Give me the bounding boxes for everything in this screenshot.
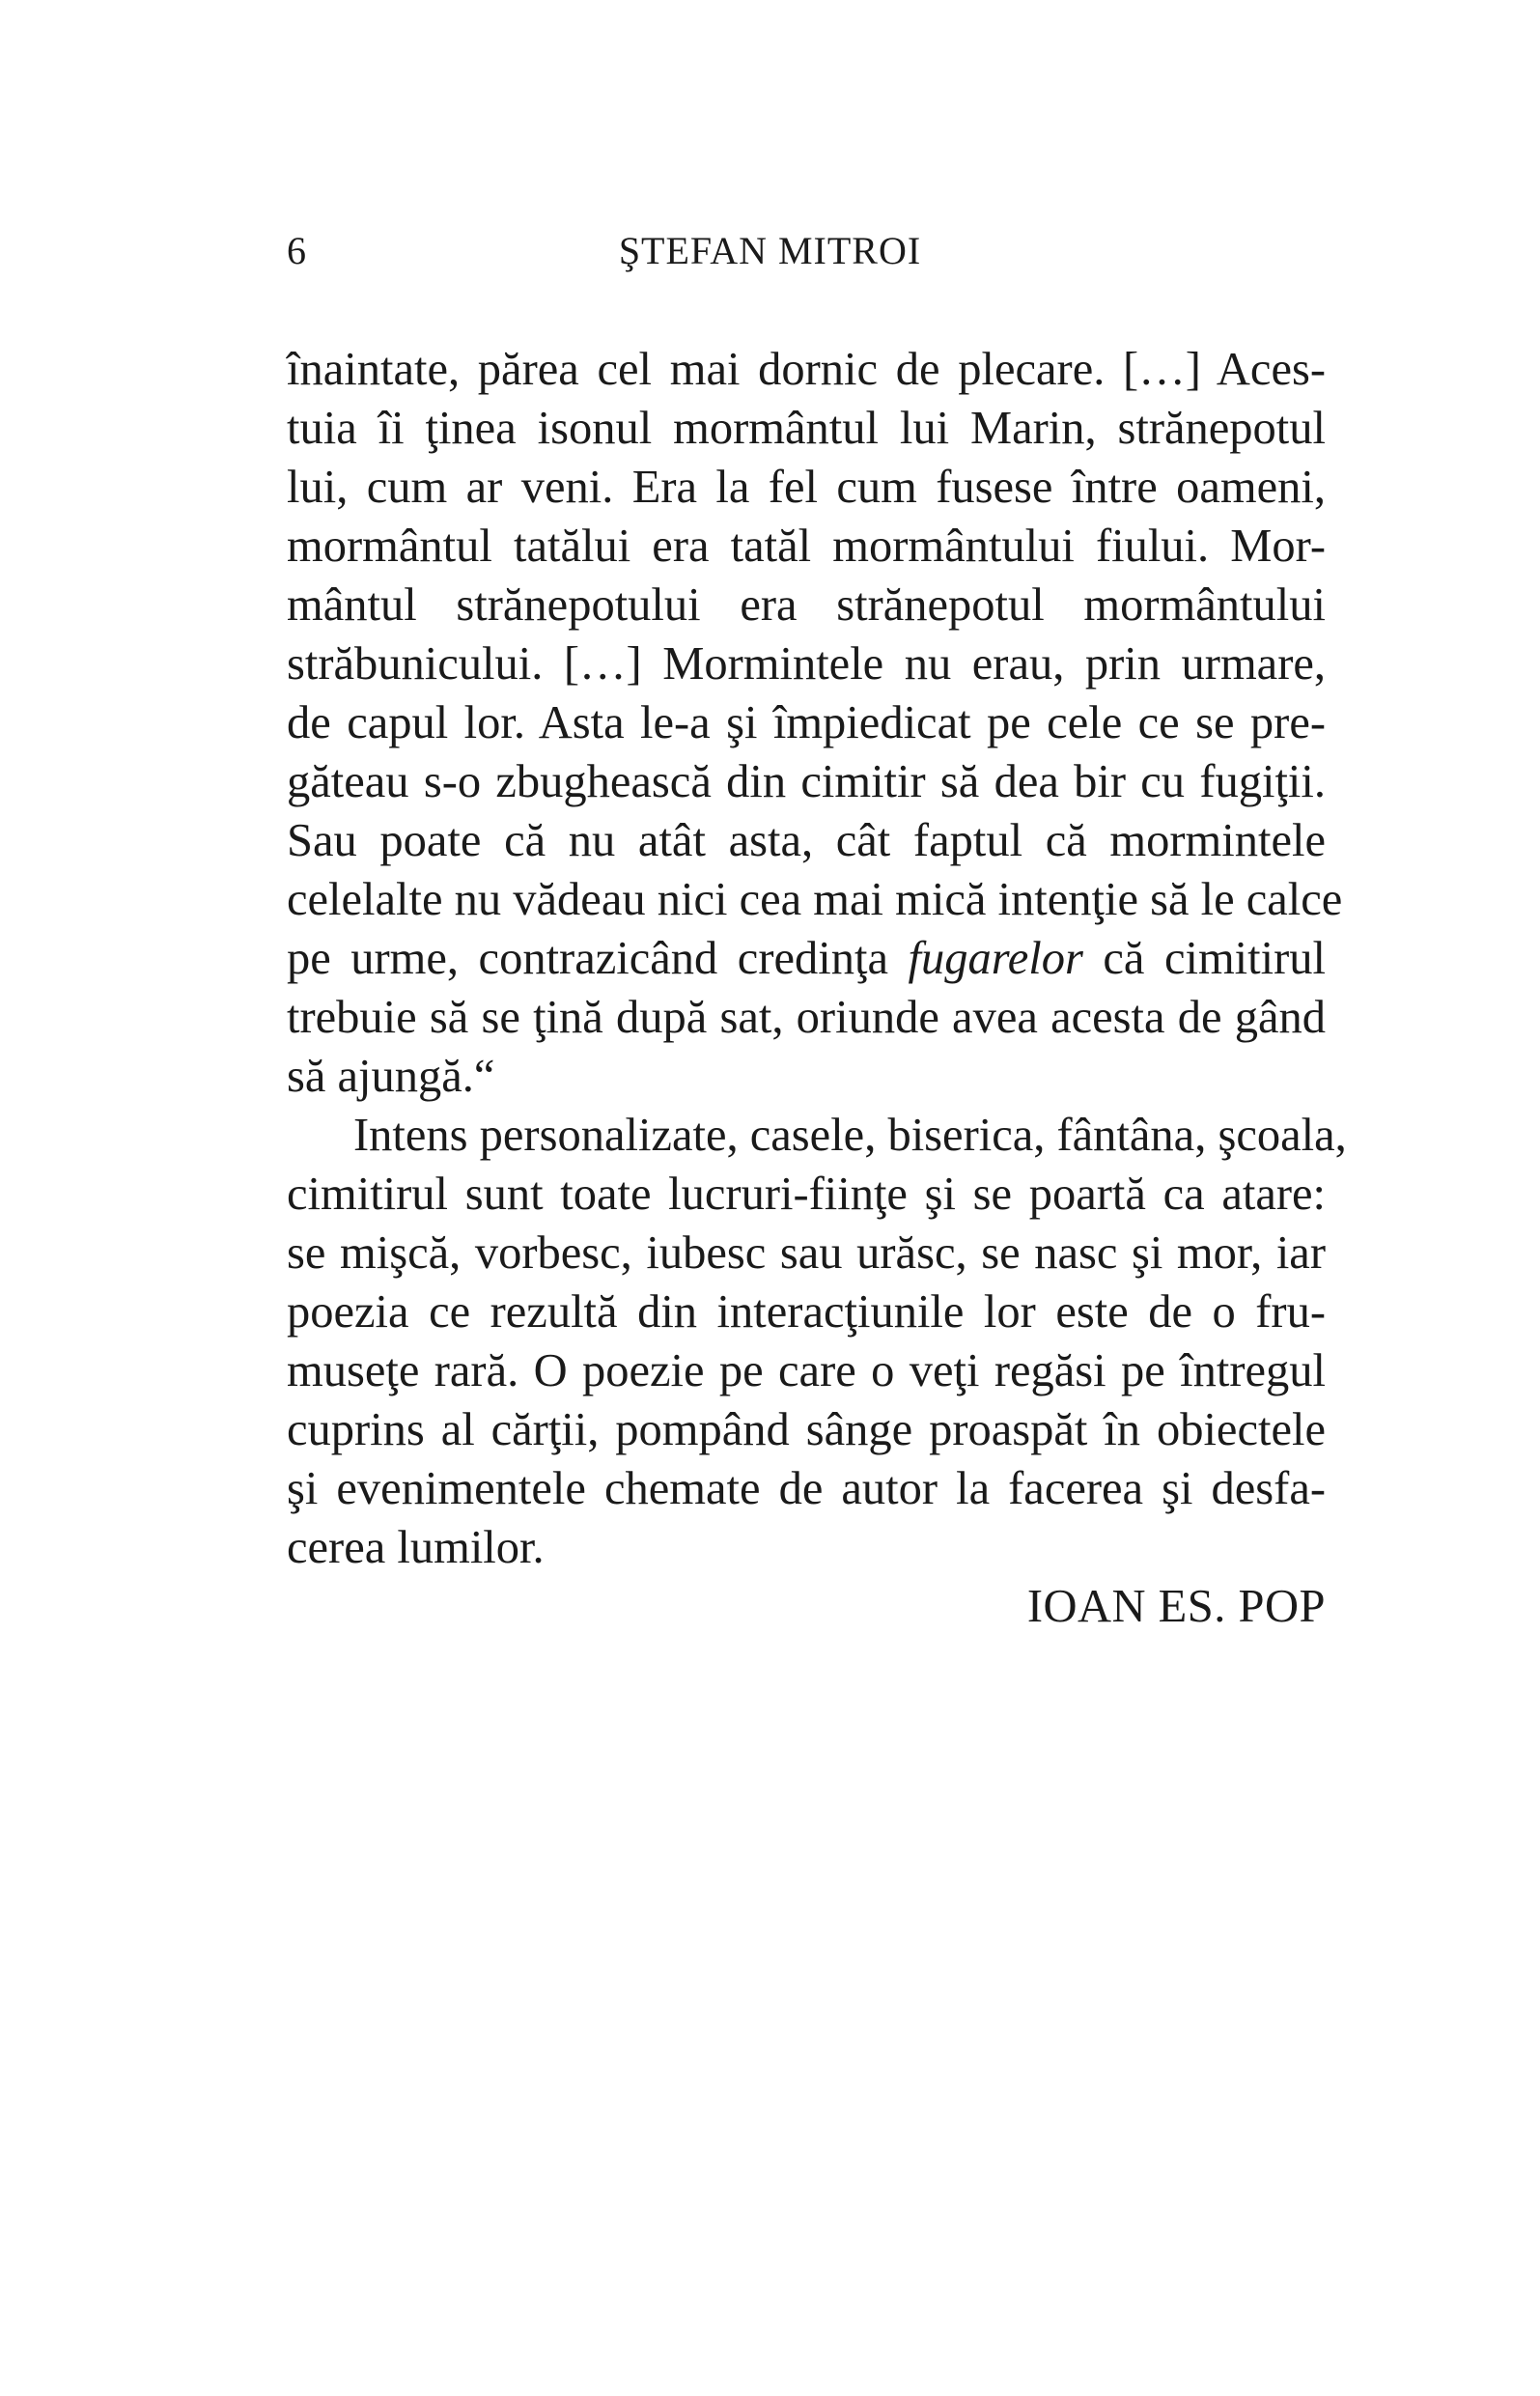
text-line: să ajungă.“ xyxy=(287,1051,495,1102)
text-line: se mişcă, vorbesc, iubesc sau urăsc, se nasc şi mor, iar xyxy=(287,1227,1326,1279)
text-segment: pe urme, contrazicând credinţa xyxy=(287,933,909,984)
text-line: Sau poate că nu atât asta, cât faptul că mormintele xyxy=(287,815,1326,866)
italic-word: fugarelor xyxy=(908,933,1083,984)
text-line: şi evenimentele chemate de autor la facerea şi desfa- xyxy=(287,1463,1326,1514)
text-line: cerea lumilor. xyxy=(287,1522,545,1573)
text-line: mântul strănepotului era strănepotul mormântului xyxy=(287,579,1326,631)
text-line-with-italic xyxy=(287,929,1326,988)
text-line: tuia îi ţinea isonul mormântul lui Marin, strănepotul xyxy=(287,403,1326,454)
text-line: străbunicului. […] Mormintele nu erau, prin urmare, xyxy=(287,638,1326,690)
text-line: lui, cum ar veni. Era la fel cum fusese între oameni, xyxy=(287,462,1326,513)
text-line: înaintate, părea cel mai dornic de plecare. […] Aces- xyxy=(287,344,1326,395)
page-number: 6 xyxy=(287,229,306,272)
text-line: museţe rară. O poezie pe care o veţi regăsi pe întregul xyxy=(287,1345,1326,1396)
author-signature: IOAN ES. POP xyxy=(1026,1581,1326,1632)
paragraph-quote xyxy=(287,340,1343,1106)
text-line: trebuie să se ţină după sat, oriunde avea acesta de gând xyxy=(287,992,1326,1043)
body-text xyxy=(287,340,1347,1636)
text-line: mormântul tatălui era tatăl mormântului fiului. Mor- xyxy=(287,521,1326,572)
text-line: Intens personalizate, casele, biserica, fântâna, şcoala, xyxy=(353,1110,1347,1161)
text-segment: că cimitirul xyxy=(1082,933,1326,984)
text-line: cuprins al cărţii, pompând sânge proaspăt în obiectele xyxy=(287,1404,1326,1455)
paragraph-commentary xyxy=(287,1106,1347,1577)
text-line: găteau s-o zbughească din cimitir să dea bir cu fugiţii. xyxy=(287,756,1326,807)
text-line: de capul lor. Asta le-a şi împiedicat pe cele ce se pre- xyxy=(287,697,1326,748)
running-head-title: ŞTEFAN MITROI xyxy=(618,229,922,272)
text-line: cimitirul sunt toate lucruri-fiinţe şi se poartă ca atare: xyxy=(287,1169,1326,1220)
text-line: poezia ce rezultă din interacţiunile lor este de o fru- xyxy=(287,1286,1326,1338)
text-line: celelalte nu vădeau nici cea mai mică intenţie să le calce xyxy=(287,874,1343,925)
